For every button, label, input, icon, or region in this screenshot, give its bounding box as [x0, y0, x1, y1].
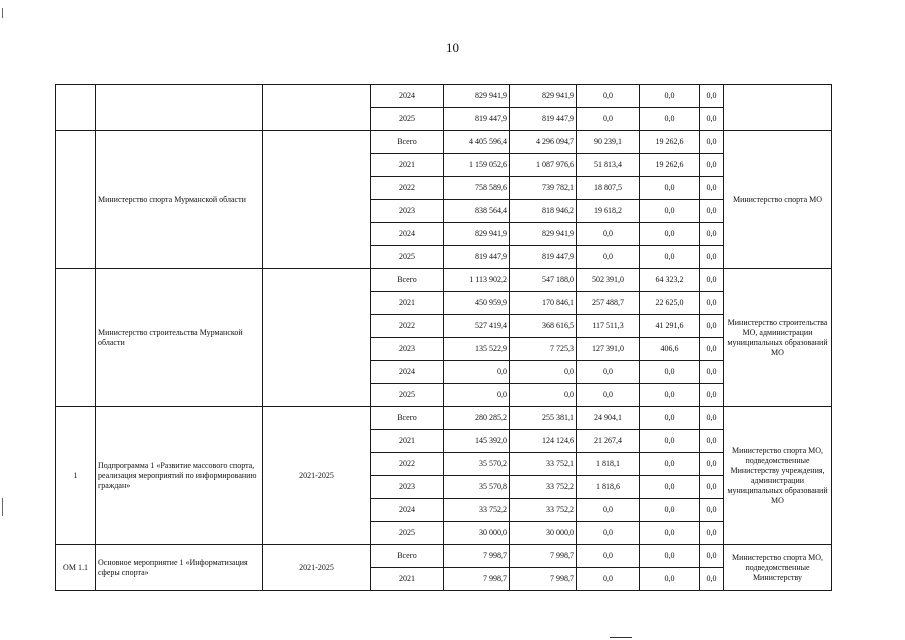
cell-year: Всего: [371, 407, 444, 430]
cell-amount: 170 846,1: [510, 292, 577, 315]
cell-year: 2021: [371, 568, 444, 591]
cell-year: 2025: [371, 108, 444, 131]
cell-amount: 819 447,9: [510, 108, 577, 131]
cell-amount: 7 998,7: [444, 545, 510, 568]
cell-amount: 527 419,4: [444, 315, 510, 338]
cell-period: [263, 85, 371, 131]
cell-year: 2025: [371, 522, 444, 545]
table-row: [56, 269, 832, 292]
cell-amount: 0,0: [700, 407, 724, 430]
cell-amount: 0,0: [700, 108, 724, 131]
cell-year: 2021: [371, 154, 444, 177]
cell-description: Министерство спорта Мурманской области: [96, 131, 263, 269]
cell-amount: 0,0: [640, 200, 700, 223]
cell-amount: 1 818,1: [577, 453, 640, 476]
cell-amount: 0,0: [640, 85, 700, 108]
cell-amount: 0,0: [700, 522, 724, 545]
cell-amount: 7 725,3: [510, 338, 577, 361]
cell-amount: 450 959,9: [444, 292, 510, 315]
cell-year: 2023: [371, 200, 444, 223]
cell-amount: 1 818,6: [577, 476, 640, 499]
budget-table: [55, 84, 832, 591]
cell-amount: 0,0: [700, 154, 724, 177]
cell-amount: 0,0: [700, 223, 724, 246]
cell-year: 2022: [371, 453, 444, 476]
cell-amount: 0,0: [640, 476, 700, 499]
cell-number: [56, 131, 96, 269]
cell-amount: 0,0: [700, 453, 724, 476]
cell-description: Подпрограмма 1 «Развитие массового спорта, реализация мероприятий по информированию граждан»: [96, 407, 263, 545]
cell-amount: 7 998,7: [510, 545, 577, 568]
cell-amount: 51 813,4: [577, 154, 640, 177]
cell-amount: 368 616,5: [510, 315, 577, 338]
cell-amount: 22 625,0: [640, 292, 700, 315]
cell-amount: 145 392,0: [444, 430, 510, 453]
cell-amount: 1 159 052,6: [444, 154, 510, 177]
cell-amount: 0,0: [640, 177, 700, 200]
cell-year: 2023: [371, 338, 444, 361]
cell-amount: 0,0: [700, 430, 724, 453]
cell-amount: 0,0: [640, 108, 700, 131]
table-row: [56, 85, 832, 108]
cell-executor: Министерство спорта МО: [724, 131, 832, 269]
cell-amount: 829 941,9: [444, 223, 510, 246]
cell-amount: 24 904,1: [577, 407, 640, 430]
cell-amount: 406,6: [640, 338, 700, 361]
cell-amount: 819 447,9: [444, 108, 510, 131]
cell-amount: 30 000,0: [444, 522, 510, 545]
cell-description: [96, 85, 263, 131]
cell-amount: 117 511,3: [577, 315, 640, 338]
cell-amount: 135 522,9: [444, 338, 510, 361]
cell-amount: 35 570,2: [444, 453, 510, 476]
cell-amount: 829 941,9: [444, 85, 510, 108]
cell-amount: 0,0: [700, 200, 724, 223]
cell-period: [263, 131, 371, 269]
cell-amount: 4 296 094,7: [510, 131, 577, 154]
cell-amount: 0,0: [700, 384, 724, 407]
cell-year: Всего: [371, 545, 444, 568]
cell-amount: 838 564,4: [444, 200, 510, 223]
cell-year: 2022: [371, 315, 444, 338]
cell-amount: 0,0: [640, 568, 700, 591]
cell-amount: 18 807,5: [577, 177, 640, 200]
cell-executor: Министерство спорта МО, подведомственные Министерству учреждения, администрации муниципальных образований МО: [724, 407, 832, 545]
cell-executor: [724, 85, 832, 131]
cell-description: Министерство строительства Мурманской области: [96, 269, 263, 407]
cell-amount: 0,0: [640, 453, 700, 476]
cell-executor: Министерство спорта МО, подведомственные Министерству: [724, 545, 832, 591]
cell-executor: Министерство строительства МО, администрации муниципальных образований МО: [724, 269, 832, 407]
cell-amount: 0,0: [640, 361, 700, 384]
cell-amount: 0,0: [640, 545, 700, 568]
cell-amount: 33 752,2: [510, 476, 577, 499]
cell-amount: 0,0: [700, 315, 724, 338]
cell-amount: 0,0: [444, 384, 510, 407]
cell-amount: 0,0: [577, 85, 640, 108]
cell-amount: 0,0: [577, 568, 640, 591]
cell-amount: 0,0: [510, 384, 577, 407]
cell-amount: 0,0: [700, 499, 724, 522]
cell-amount: 33 752,2: [510, 499, 577, 522]
cell-amount: 0,0: [640, 522, 700, 545]
cell-amount: 0,0: [640, 384, 700, 407]
cell-year: 2024: [371, 499, 444, 522]
scan-mark-left: [2, 8, 3, 18]
cell-amount: 0,0: [577, 499, 640, 522]
cell-amount: 0,0: [700, 269, 724, 292]
cell-amount: 1 087 976,6: [510, 154, 577, 177]
cell-amount: 0,0: [700, 177, 724, 200]
cell-period: 2021-2025: [263, 545, 371, 591]
cell-year: 2024: [371, 361, 444, 384]
cell-year: 2022: [371, 177, 444, 200]
table-row: [56, 407, 832, 430]
cell-amount: 7 998,7: [510, 568, 577, 591]
cell-year: 2023: [371, 476, 444, 499]
cell-year: 2025: [371, 246, 444, 269]
cell-amount: 0,0: [444, 361, 510, 384]
cell-number: [56, 269, 96, 407]
cell-year: Всего: [371, 269, 444, 292]
cell-number: ОМ 1.1: [56, 545, 96, 591]
cell-amount: 255 381,1: [510, 407, 577, 430]
cell-amount: 19 262,6: [640, 131, 700, 154]
cell-amount: 0,0: [700, 338, 724, 361]
cell-amount: 829 941,9: [510, 223, 577, 246]
cell-amount: 0,0: [700, 568, 724, 591]
cell-amount: 819 447,9: [510, 246, 577, 269]
cell-amount: 819 447,9: [444, 246, 510, 269]
cell-amount: 0,0: [577, 246, 640, 269]
cell-amount: 0,0: [700, 85, 724, 108]
cell-amount: 0,0: [700, 545, 724, 568]
cell-amount: 739 782,1: [510, 177, 577, 200]
cell-year: 2024: [371, 85, 444, 108]
cell-amount: 90 239,1: [577, 131, 640, 154]
cell-amount: 0,0: [577, 108, 640, 131]
cell-amount: 4 405 596,4: [444, 131, 510, 154]
cell-amount: 0,0: [640, 246, 700, 269]
cell-amount: 0,0: [700, 292, 724, 315]
cell-amount: 0,0: [640, 430, 700, 453]
cell-amount: 0,0: [640, 407, 700, 430]
table-row: [56, 131, 832, 154]
cell-amount: 0,0: [510, 361, 577, 384]
cell-period: 2021-2025: [263, 407, 371, 545]
cell-amount: 7 998,7: [444, 568, 510, 591]
cell-number: 1: [56, 407, 96, 545]
cell-amount: 829 941,9: [510, 85, 577, 108]
cell-amount: 280 285,2: [444, 407, 510, 430]
cell-year: 2024: [371, 223, 444, 246]
cell-amount: 0,0: [640, 223, 700, 246]
cell-year: 2025: [371, 384, 444, 407]
cell-year: 2021: [371, 292, 444, 315]
cell-year: Всего: [371, 131, 444, 154]
cell-amount: 127 391,0: [577, 338, 640, 361]
cell-amount: 0,0: [577, 545, 640, 568]
cell-amount: 124 124,6: [510, 430, 577, 453]
page-footer-line: [610, 637, 632, 638]
cell-amount: 33 752,2: [444, 499, 510, 522]
cell-amount: 64 323,2: [640, 269, 700, 292]
cell-amount: 0,0: [700, 131, 724, 154]
cell-amount: 0,0: [577, 361, 640, 384]
cell-amount: 0,0: [700, 476, 724, 499]
cell-amount: 547 188,0: [510, 269, 577, 292]
cell-amount: 758 589,6: [444, 177, 510, 200]
cell-amount: 35 570,8: [444, 476, 510, 499]
table-row: [56, 545, 832, 568]
cell-amount: 30 000,0: [510, 522, 577, 545]
cell-amount: 0,0: [577, 522, 640, 545]
cell-amount: 41 291,6: [640, 315, 700, 338]
cell-description: Основное мероприятие 1 «Информатизация сферы спорта»: [96, 545, 263, 591]
cell-amount: 1 113 902,2: [444, 269, 510, 292]
cell-amount: 502 391,0: [577, 269, 640, 292]
cell-amount: 19 618,2: [577, 200, 640, 223]
cell-amount: 818 946,2: [510, 200, 577, 223]
cell-amount: 0,0: [577, 384, 640, 407]
scan-mark-left: [2, 498, 3, 516]
cell-amount: 21 267,4: [577, 430, 640, 453]
cell-amount: 19 262,6: [640, 154, 700, 177]
cell-amount: 0,0: [700, 246, 724, 269]
cell-number: [56, 85, 96, 131]
cell-amount: 0,0: [577, 223, 640, 246]
page-number: 10: [446, 40, 459, 55]
cell-year: 2021: [371, 430, 444, 453]
cell-amount: 0,0: [640, 499, 700, 522]
cell-period: [263, 269, 371, 407]
cell-amount: 33 752,1: [510, 453, 577, 476]
cell-amount: 0,0: [700, 361, 724, 384]
cell-amount: 257 488,7: [577, 292, 640, 315]
